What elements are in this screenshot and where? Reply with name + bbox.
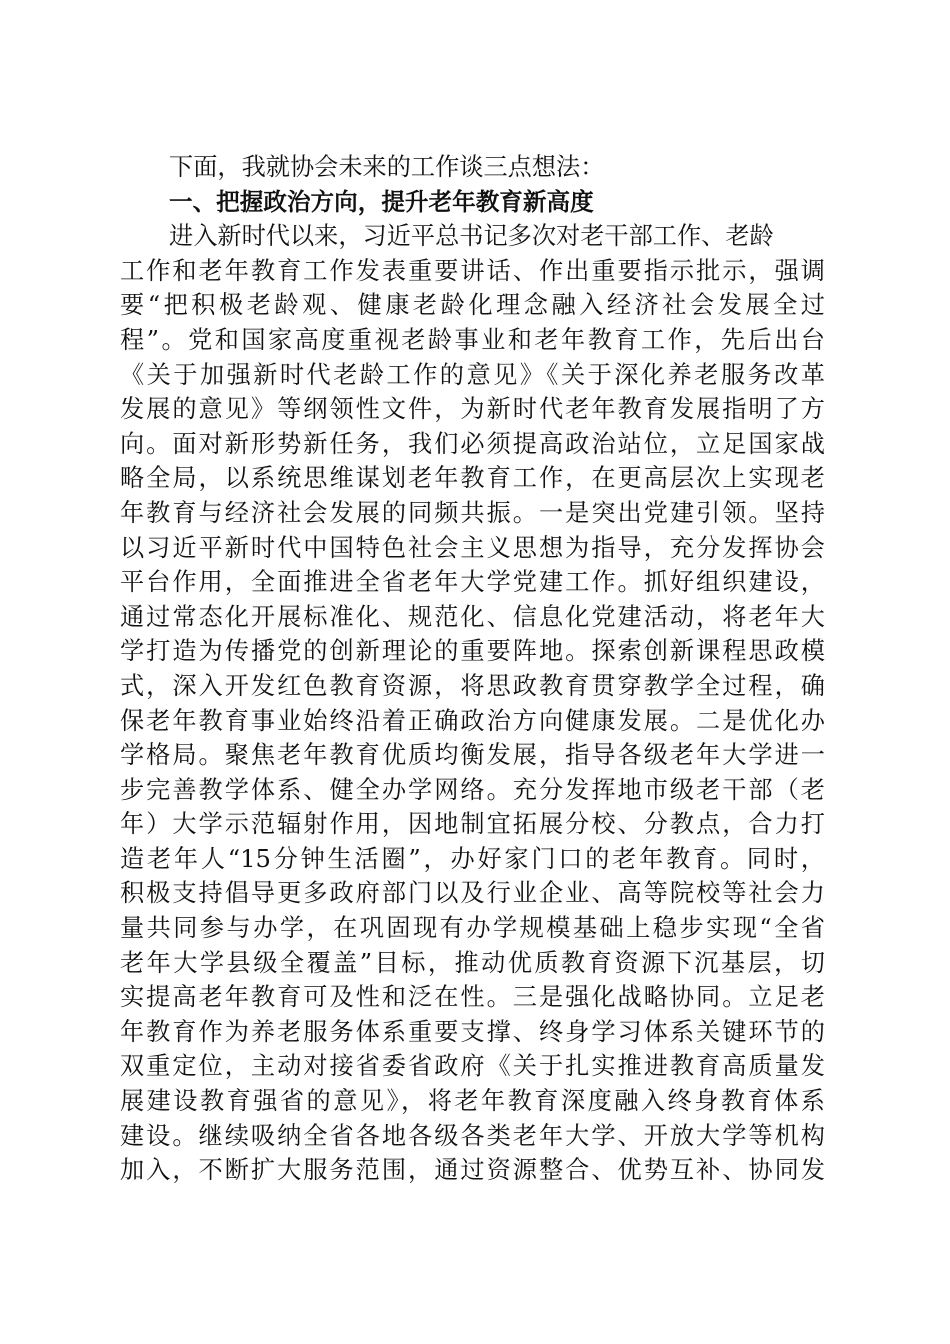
body-line: 展建设教育强省的意见》，将老年教育深度融入终身教育体系 — [120, 1087, 825, 1116]
body-line: 建设。继续吸纳全省各地各级各类老年大学、开放大学等机构 — [120, 1121, 825, 1150]
body-line: 保老年教育事业始终沿着正确政治方向健康发展。二是优化办 — [120, 706, 825, 735]
body-line: 步完善教学体系、健全办学网络。充分发挥地市级老干部（老 — [120, 775, 825, 804]
body-line: 通过常态化开展标准化、规范化、信息化党建活动，将老年大 — [120, 602, 825, 631]
body-line: 加入，不断扩大服务范围，通过资源整合、优势互补、协同发 — [120, 1156, 825, 1185]
body-line: 积极支持倡导更多政府部门以及行业企业、高等院校等社会力 — [120, 879, 825, 908]
body-line: 程”。党和国家高度重视老龄事业和老年教育工作，先后出台 — [120, 325, 825, 354]
body-line: 老年大学县级全覆盖”目标，推动优质教育资源下沉基层，切 — [120, 948, 825, 977]
body-line: 以习近平新时代中国特色社会主义思想为指导，充分发挥协会 — [120, 533, 825, 562]
body-line: 发展的意见》等纲领性文件，为新时代老年教育发展指明了方 — [120, 395, 825, 424]
body-line: 造老年人“15分钟生活圈”，办好家门口的老年教育。同时， — [120, 844, 825, 873]
body-line: 平台作用，全面推进全省老年大学党建工作。抓好组织建设， — [120, 568, 825, 597]
body-line: 实提高老年教育可及性和泛在性。三是强化战略协同。立足老 — [120, 983, 825, 1012]
body-line: 年教育与经济社会发展的同频共振。一是突出党建引领。坚持 — [120, 498, 825, 527]
body-line: 略全局，以系统思维谋划老年教育工作，在更高层次上实现老 — [120, 464, 825, 493]
body-line: 《关于加强新时代老龄工作的意见》《关于深化养老服务改革 — [120, 360, 825, 389]
body-line: 要“把积极老龄观、健康老龄化理念融入经济社会发展全过 — [120, 291, 825, 320]
body-line: 学格局。聚焦老年教育优质均衡发展，指导各级老年大学进一 — [120, 741, 825, 770]
body-line: 式，深入开发红色教育资源，将思政教育贯穿教学全过程，确 — [120, 671, 825, 700]
body-line: 学打造为传播党的创新理论的重要阵地。探索创新课程思政模 — [120, 637, 825, 666]
document-body — [120, 150, 825, 1188]
body-line: 年教育作为养老服务体系重要支撑、终身学习体系关键环节的 — [120, 1017, 825, 1046]
body-line: 进入新时代以来，习近平总书记多次对老干部工作、老龄 — [169, 222, 774, 251]
intro-paragraph: 下面，我就协会未来的工作谈三点想法： — [169, 153, 605, 181]
body-line: 双重定位，主动对接省委省政府《关于扎实推进教育高质量发 — [120, 1052, 825, 1081]
body-line: 年）大学示范辐射作用，因地制宜拓展分校、分教点，合力打 — [120, 810, 825, 839]
body-line: 向。面对新形势新任务，我们必须提高政治站位，立足国家战 — [120, 429, 825, 458]
body-line: 工作和老年教育工作发表重要讲话、作出重要指示批示，强调 — [120, 256, 825, 285]
body-line: 量共同参与办学，在巩固现有办学规模基础上稳步实现“全省 — [120, 914, 825, 943]
section-heading: 一、把握政治方向，提升老年教育新高度 — [169, 187, 594, 216]
